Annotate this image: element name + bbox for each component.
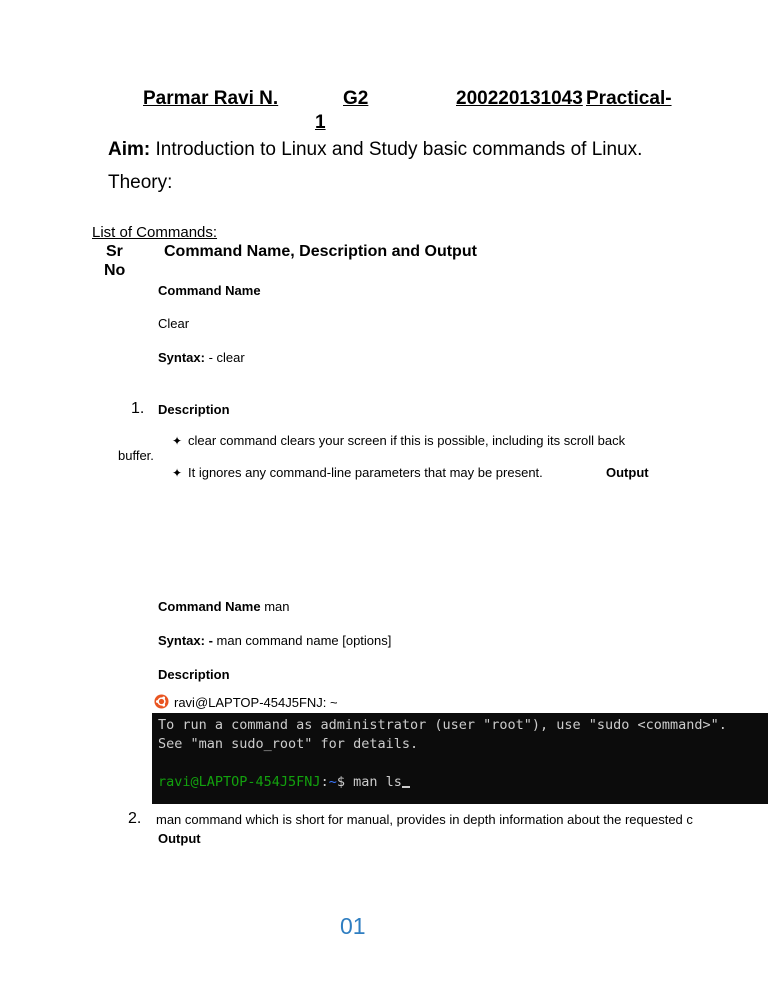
student-name: Parmar Ravi N. [143,88,279,109]
command2-description-label: Description [158,667,230,682]
command1-output-label: Output [606,465,649,480]
command2-number: 2. [128,810,142,827]
command2-syntax [158,633,391,648]
practical-label: Practical- [586,88,672,109]
table-header-no: No [104,262,126,279]
prompt-path: ~ [328,774,337,790]
command1-syntax-value: - clear [204,350,245,365]
prompt-command: $ man ls [336,774,402,790]
theory-heading: Theory: [108,172,173,193]
ubuntu-icon [154,694,169,709]
prompt-user: ravi@LAPTOP-454J5FNJ [158,774,321,790]
aim-label: Aim: [108,139,151,160]
student-group: G2 [343,88,369,109]
aim-text: Introduction to Linux and Study basic commands of Linux. [150,139,643,160]
command1-name-label: Command Name [158,283,261,298]
star-bullet-icon: ✦ [172,434,183,448]
star-bullet-icon: ✦ [172,466,183,480]
terminal-line-1: To run a command as administrator (user "root"), use "sudo <command>". [158,717,727,733]
table-header-column: Command Name, Description and Output [164,243,477,260]
terminal-cursor [402,786,410,788]
command1-description-label: Description [158,402,230,417]
command2-name-label: Command Name [158,599,261,614]
command2-name-line [158,599,289,614]
terminal-screenshot [152,691,768,804]
command2-syntax-value: man command name [options] [212,633,392,648]
practical-number: 1 [315,112,326,133]
aim-line [108,139,642,161]
list-title: List of Commands: [92,224,218,241]
command1-bullet2: ✦ It ignores any command-line parameters that may be present. [172,465,543,480]
terminal-prompt [158,774,410,790]
terminal-title: ravi@LAPTOP-454J5FNJ: ~ [174,695,338,710]
command1-name: Clear [158,316,190,331]
command1-number: 1. [131,400,145,417]
terminal-line-2: See "man sudo_root" for details. [158,736,419,752]
command2-name: man [260,599,290,614]
command1-syntax-label: Syntax: [158,350,205,365]
enrollment-number: 200220131043 [456,88,583,109]
command1-bullet1-cont: buffer. [118,448,154,463]
command1-bullet1: ✦ clear command clears your screen if this is possible, including its scroll back [172,433,626,448]
table-header-sr: Sr [106,243,123,260]
prompt-separator: : [320,774,329,790]
command2-description: man command which is short for manual, provides in depth information about the requested c [156,812,693,827]
page-number: 01 [340,913,366,939]
command2-syntax-label: Syntax: - [158,633,213,648]
command1-syntax [158,350,245,365]
command2-output-label: Output [158,831,201,846]
terminal-titlebar [152,691,768,713]
